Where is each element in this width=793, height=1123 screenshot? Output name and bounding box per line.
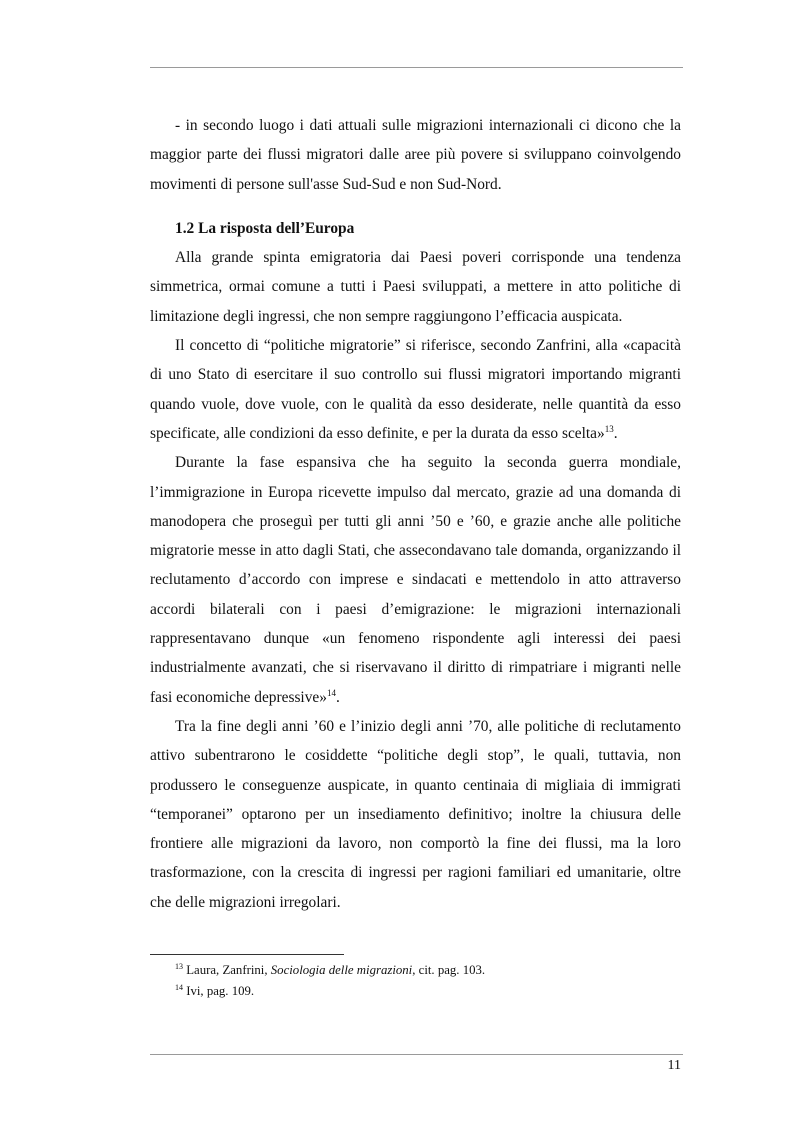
paragraph-3: Durante la fase espansiva che ha seguito la seconda guerra mondiale, l’immigrazione in Europa ricevette impulso dal mercato, grazie ad una domanda di manodopera che proseguì per tutti gli anni ’50 e ’60, e grazie anche alle politiche migratorie messe in atto dagli Stati, che assecondavano tale domanda, organizzando il reclutamento d’accordo con imprese e sindacati e mettendolo in atto attraverso accordi bilaterali con i paesi d’emigrazione: le migrazioni internazionali rappresentavano dunque «un fenomeno rispondente agli interessi dei paesi industrialmente avanzati, che si riservavano il diritto di rimpatriare i migranti nelle fasi economiche depressive»$^{14}$. <box>150 454 681 706</box>
paragraph-4: Tra la fine degli anni ’60 e l’inizio degli anni ’70, alle politiche di reclutamento attivo subentrarono le cosiddette “politiche degli stop”, le quali, tuttavia, non produssero le conseguenze auspicate, in quanto centinaia di migliaia di immigrati “temporanei” optarono per un insediamento definitivo; inoltre la chiusura delle frontiere alle migrazioni da lavoro, non comportò la fine dei flussi, ma la loro trasformazione, con la crescita di ingressi per ragioni familiari ed umanitarie, oltre che delle migrazioni irregolari. <box>150 717 681 911</box>
footnote-ref-14[interactable]: 14 <box>326 687 336 698</box>
footnote-separator <box>150 954 344 955</box>
footnote-13: $^{13}$ Laura, Zanfrini, Sociologia delle migrazioni, cit. pag. 103. <box>175 962 486 977</box>
paragraph-2: Il concetto di “politiche migratorie” si riferisce, secondo Zanfrini, alla «capacità di uno Stato di esercitare il suo controllo sui flussi migratori importando migranti quando vuole, dove vuole, con le qualità da esso desiderate, nelle quantità da esso specificate, alle condizioni da esso definite, e per la durata da esso scelta»$^{13}$. <box>150 337 681 442</box>
footnote-13-title: Sociologia delle migrazioni <box>270 963 413 977</box>
header-rule <box>150 67 683 68</box>
footnotes <box>150 960 681 1002</box>
page-body <box>150 111 681 917</box>
section-heading: 1.2 La risposta dell’Europa <box>175 219 355 237</box>
paragraph-1: Alla grande spinta emigratoria dai Paesi poveri corrisponde una tendenza simmetrica, ormai comune a tutti i Paesi sviluppati, a mettere in atto politiche di limitazione degli ingressi, che non sempre raggiungono l’efficacia auspicata. <box>150 249 681 325</box>
footnote-ref-13[interactable]: 13 <box>604 423 614 434</box>
paragraph-continuation: - in secondo luogo i dati attuali sulle migrazioni internazionali ci dicono che la maggior parte dei flussi migratori dalle aree più povere si sviluppano coinvolgendo movimenti di persone sull'asse Sud-Sud e non Sud-Nord. <box>150 117 681 193</box>
footer-rule <box>150 1054 683 1055</box>
page-number: 11 <box>667 1058 681 1073</box>
footnote-14: $^{14}$ Ivi, pag. 109. <box>175 983 255 998</box>
